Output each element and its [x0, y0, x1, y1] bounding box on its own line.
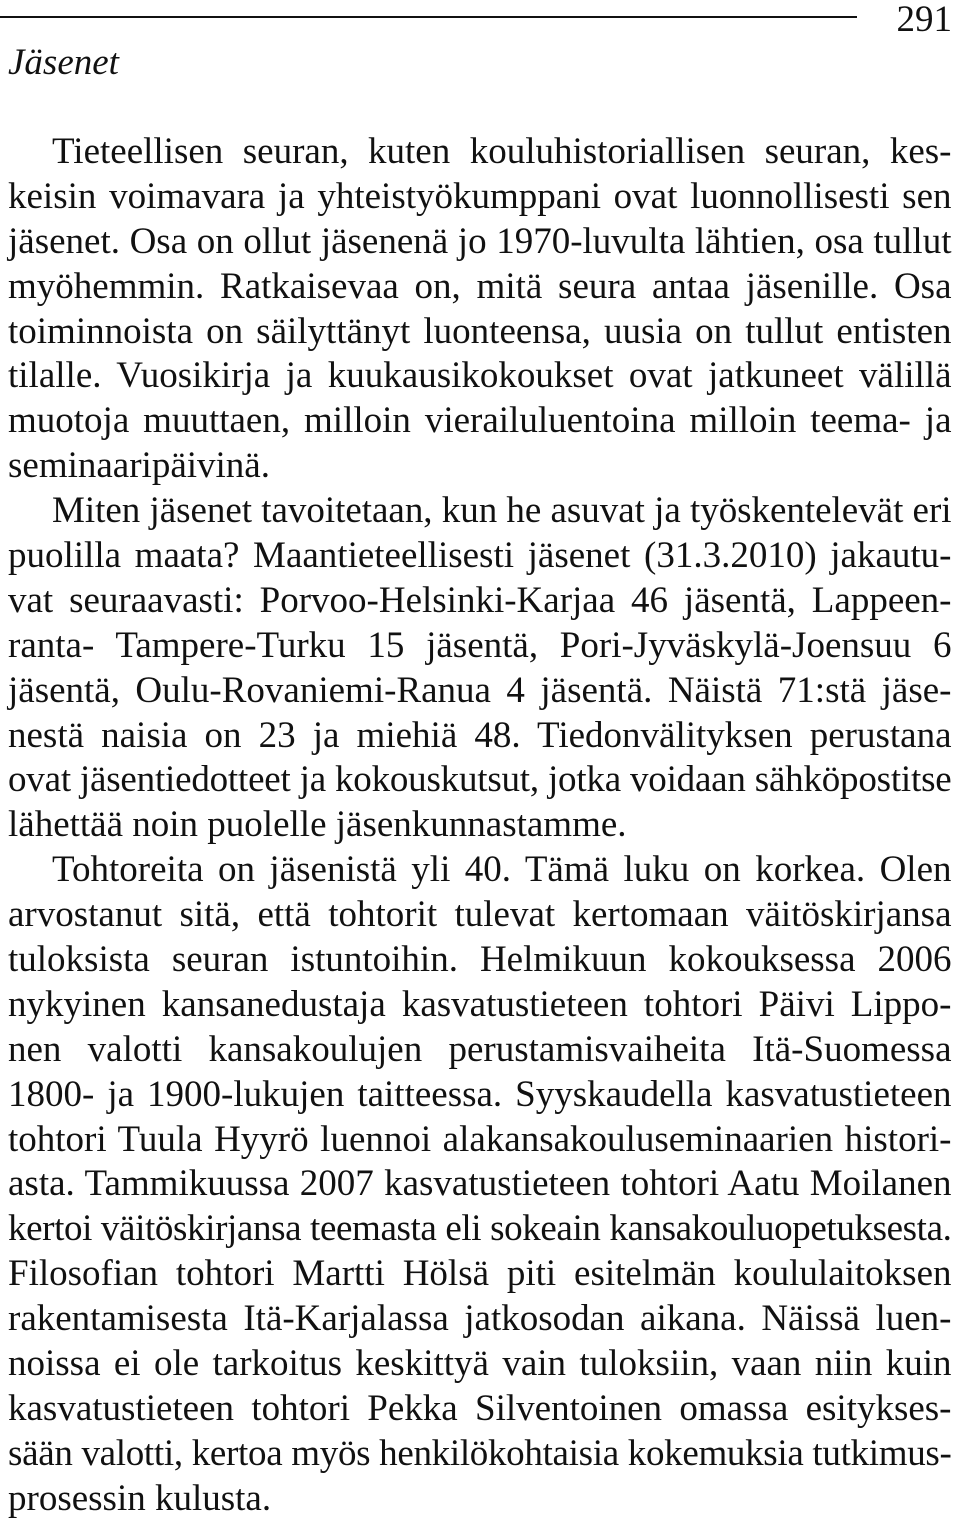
- text-line-content: jäsentä, Oulu-Rovaniemi-Ranua 4 jäsentä. Näistä 71:stä jäse-: [8, 669, 952, 711]
- text-line-content: rakentamisesta Itä-Karjalassa jatkosodan aikana. Näissä luen-: [8, 1298, 952, 1340]
- text-line-content: seminaaripäivinä.: [8, 445, 270, 487]
- paragraph: [8, 130, 952, 489]
- text-line-content: Miten jäsenet tavoitetaan, kun he asuvat ja työskentelevät eri: [52, 490, 952, 532]
- paragraph: [8, 848, 952, 1521]
- text-line: [8, 893, 952, 938]
- text-line-content: myöhemmin. Ratkaisevaa on, mitä seura antaa jäsenille. Osa: [8, 265, 952, 307]
- text-line-content: tuloksista seuran istuntoihin. Helmikuun kokouksessa 2006: [8, 939, 952, 981]
- text-line-content: kertoi väitöskirjansa teemasta eli sokeain kansakouluopetuksesta.: [8, 1208, 952, 1250]
- text-line-content: noissa ei ole tarkoitus keskittyä vain tuloksiin, vaan niin kuin: [8, 1343, 952, 1385]
- text-line: [8, 444, 952, 489]
- text-line: [8, 1342, 952, 1387]
- text-line-content: 1800- ja 1900-lukujen taitteessa. Syyskaudella kasvatustieteen: [8, 1073, 952, 1115]
- text-line: [8, 130, 952, 175]
- text-line-content: sään valotti, kertoa myös henkilökohtaisia kokemuksia tutkimus-: [8, 1432, 952, 1474]
- text-line: [8, 1028, 952, 1073]
- text-line: [8, 758, 952, 803]
- text-line: [8, 1477, 952, 1522]
- text-line: [8, 1073, 952, 1118]
- text-line: [8, 354, 952, 399]
- text-line: [8, 489, 952, 534]
- text-line: [8, 983, 952, 1028]
- text-line-content: arvostanut sitä, että tohtorit tulevat kertomaan väitöskirjansa: [8, 894, 952, 936]
- text-line-content: Filosofian tohtori Martti Hölsä piti esitelmän koululaitoksen: [8, 1253, 952, 1295]
- text-line-content: ovat jäsentiedotteet ja kokouskutsut, jotka voidaan sähköpostitse: [8, 759, 952, 801]
- text-line-content: jäsenet. Osa on ollut jäsenenä jo 1970-luvulta lähtien, osa tullut: [8, 220, 952, 262]
- text-line: [8, 1162, 952, 1207]
- page-number: 291: [896, 0, 952, 40]
- text-line-content: muotoja muuttaen, milloin vierailuluentoina milloin teema- ja: [8, 400, 952, 442]
- text-line: [8, 624, 952, 669]
- text-line-content: tilalle. Vuosikirja ja kuukausikokoukset ovat jatkuneet välillä: [8, 355, 952, 397]
- text-line-content: nestä naisia on 23 ja miehiä 48. Tiedonvälityksen perustana: [8, 714, 952, 756]
- text-line: [8, 175, 952, 220]
- text-line: [8, 534, 952, 579]
- text-line: [8, 1297, 952, 1342]
- text-line: [8, 1252, 952, 1297]
- text-line-content: toiminnoista on säilyttänyt luonteensa, uusia on tullut entisten: [8, 310, 952, 352]
- text-line-content: Tieteellisen seuran, kuten kouluhistoriallisen seuran, kes-: [52, 131, 952, 172]
- text-line: [8, 714, 952, 759]
- text-line: [8, 1118, 952, 1163]
- text-line-content: keisin voimavara ja yhteistyökumppani ovat luonnollisesti sen: [8, 175, 952, 217]
- header-rule: [0, 16, 857, 18]
- section-title: Jäsenet: [8, 42, 119, 83]
- text-line-content: vat seuraavasti: Porvoo-Helsinki-Karjaa 46 jäsentä, Lappeen-: [8, 579, 952, 621]
- text-line: [8, 399, 952, 444]
- text-line-content: asta. Tammikuussa 2007 kasvatustieteen tohtori Aatu Moilanen: [8, 1163, 952, 1205]
- text-line: [8, 1387, 952, 1432]
- text-line-content: Tohtoreita on jäsenistä yli 40. Tämä luku on korkea. Olen: [52, 849, 952, 891]
- text-line: [8, 265, 952, 310]
- body-text: [8, 130, 952, 1522]
- paragraph: [8, 489, 952, 848]
- text-line-content: nykyinen kansanedustaja kasvatustieteen tohtori Päivi Lippo-: [8, 983, 952, 1025]
- text-line: [8, 310, 952, 355]
- text-line: [8, 848, 952, 893]
- text-line: [8, 579, 952, 624]
- text-line-content: kasvatustieteen tohtori Pekka Silventoinen omassa esitykses-: [8, 1387, 952, 1429]
- text-line: [8, 220, 952, 265]
- text-line-content: prosessin kulusta.: [8, 1477, 272, 1519]
- text-line-content: tohtori Tuula Hyyrö luennoi alakansakouluseminaarien histori-: [8, 1118, 952, 1160]
- text-line: [8, 1432, 952, 1477]
- text-line-content: lähettää noin puolelle jäsenkunnastamme.: [8, 804, 627, 846]
- text-line: [8, 938, 952, 983]
- text-line: [8, 669, 952, 714]
- text-line: [8, 1207, 952, 1252]
- text-line: [8, 803, 952, 848]
- text-line-content: puolilla maata? Maantieteellisesti jäsenet (31.3.2010) jakautu-: [8, 535, 952, 577]
- text-line-content: nen valotti kansakoulujen perustamisvaiheita Itä-Suomessa: [8, 1028, 952, 1070]
- text-line-content: ranta- Tampere-Turku 15 jäsentä, Pori-Jyväskylä-Joensuu 6: [8, 624, 952, 666]
